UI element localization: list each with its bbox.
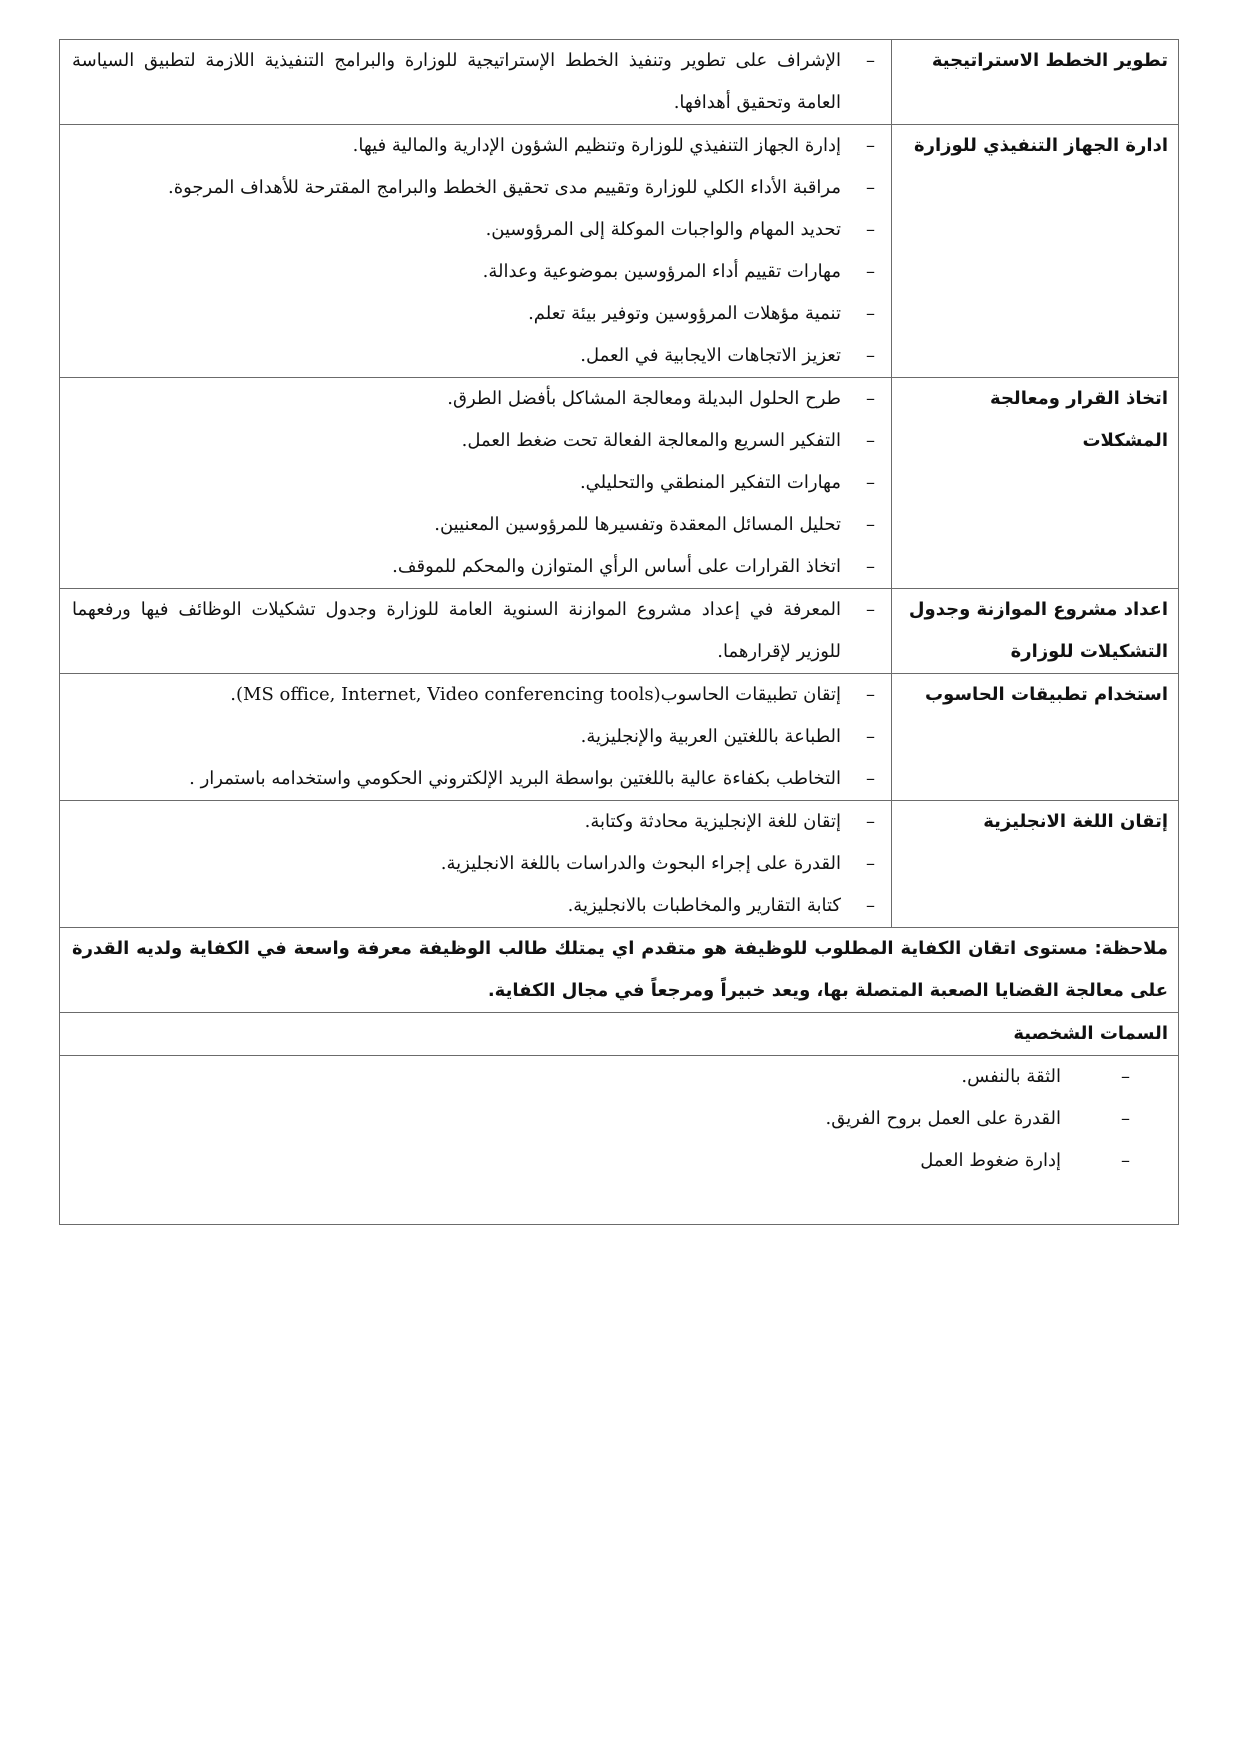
list-item: – مهارات التفكير المنطقي والتحليلي. (72, 462, 891, 504)
competency-table (59, 39, 1179, 1225)
list-item: – تنمية مؤهلات المرؤوسين وتوفير بيئة تعلم. (72, 293, 891, 335)
list-item: – كتابة التقارير والمخاطبات بالانجليزية. (72, 885, 891, 927)
traits-list (60, 1056, 1178, 1182)
list-item: – تحديد المهام والواجبات الموكلة إلى المرؤوسين. (72, 209, 891, 251)
competency-items (72, 589, 891, 673)
table-row (60, 40, 1179, 125)
competency-items (72, 125, 891, 377)
list-item: – مهارات تقييم أداء المرؤوسين بموضوعية وعدالة. (72, 251, 891, 293)
list-item: – إدارة ضغوط العمل (60, 1140, 1178, 1182)
list-item: – إتقان للغة الإنجليزية محادثة وكتابة. (72, 801, 891, 843)
traits-heading-row (60, 1013, 1179, 1056)
note-row (60, 928, 1179, 1013)
table-row (60, 589, 1179, 674)
list-item: – طرح الحلول البديلة ومعالجة المشاكل بأفضل الطرق. (72, 378, 891, 420)
competency-label: اتخاذ القرار ومعالجة المشكلات (892, 378, 1179, 589)
list-item: – إتقان تطبيقات الحاسوب(MS office, Internet, Video conferencing tools). (72, 674, 891, 716)
competency-items (72, 378, 891, 588)
list-item: – الطباعة باللغتين العربية والإنجليزية. (72, 716, 891, 758)
traits-row (60, 1056, 1179, 1225)
proficiency-note: ملاحظة: مستوى اتقان الكفاية المطلوب للوظيفة هو متقدم اي يمتلك طالب الوظيفة معرفة واسعة في الكفاية ولديه القدرة على معالجة القضايا الصعبة المتصلة بها، ويعد خبيراً ومرجعاً في مجال الكفاية. (60, 928, 1179, 1013)
list-item: – مراقبة الأداء الكلي للوزارة وتقييم مدى تحقيق الخطط والبرامج المقترحة للأهداف المرجوة. (72, 167, 891, 209)
list-item: – التفكير السريع والمعالجة الفعالة تحت ضغط العمل. (72, 420, 891, 462)
list-item: – المعرفة في إعداد مشروع الموازنة السنوية العامة للوزارة وجدول تشكيلات الوظائف فيها ورفعهما للوزير لإقرارهما. (72, 589, 891, 673)
list-item: – القدرة على العمل بروح الفريق. (60, 1098, 1178, 1140)
list-item: – الثقة بالنفس. (60, 1056, 1178, 1098)
competency-label: إتقان اللغة الانجليزية (892, 801, 1179, 928)
competency-items (72, 674, 891, 800)
traits-heading: السمات الشخصية (60, 1013, 1179, 1056)
list-item: – الإشراف على تطوير وتنفيذ الخطط الإستراتيجية للوزارة والبرامج التنفيذية اللازمة لتطبيق السياسة العامة وتحقيق أهدافها. (72, 40, 891, 124)
competency-label: ادارة الجهاز التنفيذي للوزارة (892, 125, 1179, 378)
list-item: – تعزيز الاتجاهات الايجابية في العمل. (72, 335, 891, 377)
list-item: – اتخاذ القرارات على أساس الرأي المتوازن والمحكم للموقف. (72, 546, 891, 588)
list-item: – التخاطب بكفاءة عالية باللغتين بواسطة البريد الإلكتروني الحكومي واستخدامه باستمرار . (72, 758, 891, 800)
table-row (60, 801, 1179, 928)
competency-items (72, 801, 891, 927)
table-row (60, 125, 1179, 378)
table-row (60, 378, 1179, 589)
table-row (60, 674, 1179, 801)
list-item: – تحليل المسائل المعقدة وتفسيرها للمرؤوسين المعنيين. (72, 504, 891, 546)
competency-label: اعداد مشروع الموازنة وجدول التشكيلات للوزارة (892, 589, 1179, 674)
list-item: – القدرة على إجراء البحوث والدراسات باللغة الانجليزية. (72, 843, 891, 885)
competency-label: تطوير الخطط الاستراتيجية (892, 40, 1179, 125)
competency-label: استخدام تطبيقات الحاسوب (892, 674, 1179, 801)
list-item: – إدارة الجهاز التنفيذي للوزارة وتنظيم الشؤون الإدارية والمالية فيها. (72, 125, 891, 167)
competency-items (72, 40, 891, 124)
